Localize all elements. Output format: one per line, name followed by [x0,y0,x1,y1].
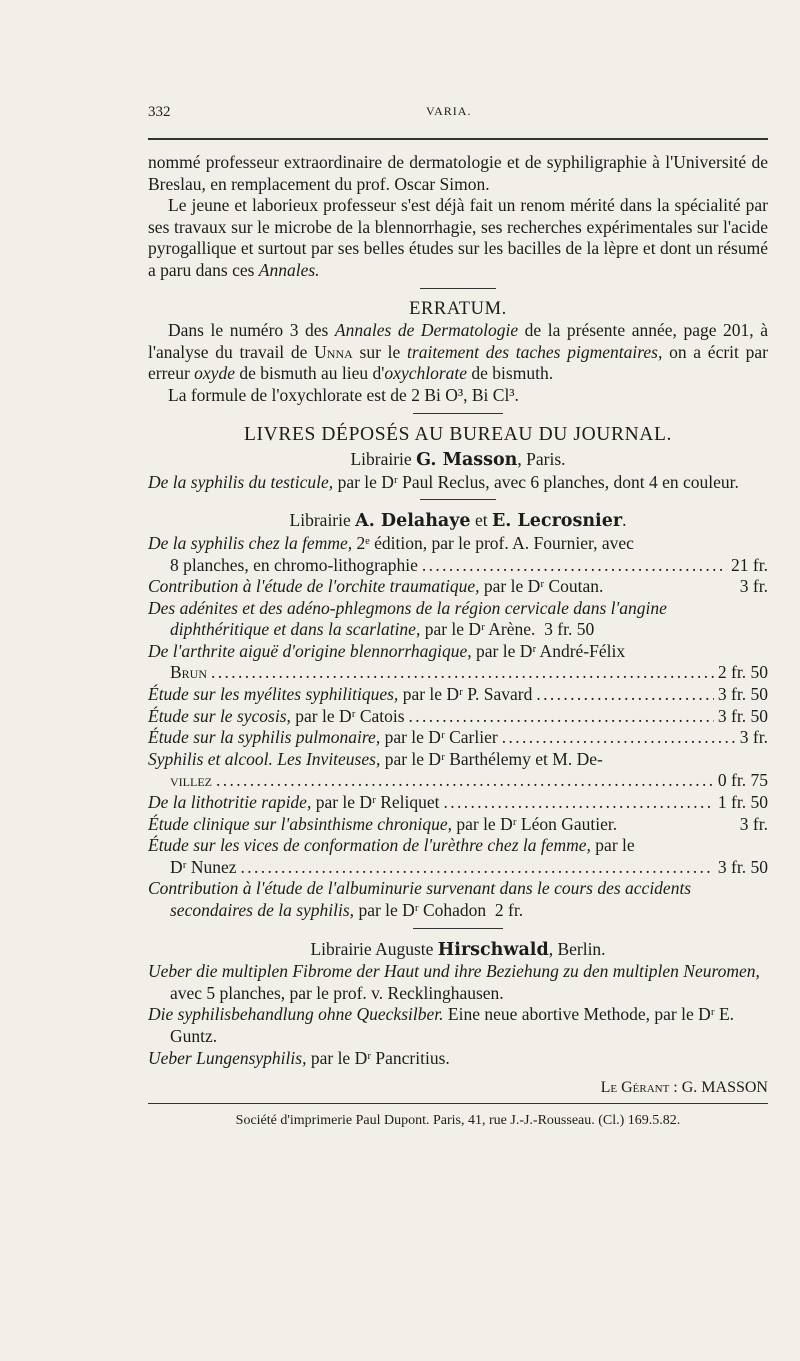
publisher-hirschwald: Librairie Auguste Hirschwald, Berlin. [310,938,606,960]
book-entry: De la syphilis du testicule, par le Dʳ Paul Reclus, avec 6 planches, dont 4 en couleur. [148,471,739,492]
header-rule [148,138,768,140]
publisher-masson: Librairie G. Masson, Paris. [350,449,566,471]
book-entry: Contribution à l'étude de l'orchite traumatique, par le Dʳ Coutan. 3 fr. [148,576,768,597]
page-body [148,152,768,1131]
book-entry: Ueber Lungensyphilis, par le Dʳ Pancritius. [148,1047,450,1068]
page-number: 332 [148,104,171,120]
book-entry: Étude sur les myélites syphilitiques, par le Dʳ P. Savard . . . 3 fr. 50 [148,684,768,706]
book-entry: De la lithotritie rapide, par le Dʳ Reliquet . . . 1 fr. 50 [148,792,768,814]
intro-paragraph-2: Le jeune et laborieux professeur s'est déjà fait un renom mérité dans la spécialité par ses travaux sur le microbe de la blennorrhagie, ses recherches expérimentales sur l'acide pyrogallique et surtout par ses belles études sur les bacilles de la lèpre et dont un résumé a paru dans ces Annales. [148,195,768,280]
section-divider [420,499,496,500]
book-entry: Ueber die multiplen Fibrome der Haut und ihre Beziehung zu den multiplen Neuromen, avec 5 planches, par le prof. v. Recklinghausen. [148,961,760,1003]
book-entry-price-line: Dʳ Nunez . . . 3 fr. 50 [148,857,768,879]
erratum-formula: La formule de l'oxychlorate est de 2 Bi O³, Bi Cl³. [168,384,519,405]
books-heading: LIVRES DÉPOSÉS AU BUREAU DU JOURNAL. [244,423,672,445]
gerant-signature: Le Gérant : G. MASSON [600,1079,768,1097]
book-entry: Étude sur les vices de conformation de l'urèthre chez la femme, par le [148,835,635,856]
section-divider [413,928,503,929]
printer-imprint: Société d'imprimerie Paul Dupont. Paris, 41, rue J.-J.-Rousseau. (Cl.) 169.5.82. [235,1112,681,1128]
book-entry: Étude clinique sur l'absinthisme chronique, par le Dʳ Léon Gautier. 3 fr. [148,813,768,834]
footer-rule [148,1103,768,1104]
erratum-heading: ERRATUM. [409,298,507,319]
publisher-delahaye: Librairie A. Delahaye et E. Lecrosnier. [289,510,627,532]
book-entry: Contribution à l'étude de l'albuminurie survenant dans le cours des accidents secondaires de la syphilis, par le Dʳ Cohadon 2 fr. [148,878,692,920]
intro-paragraph-1: nommé professeur extraordinaire de dermatologie et de syphiligraphie à l'Université de Breslau, en remplacement du prof. Oscar Simon. [148,152,768,194]
section-divider [420,288,496,289]
book-entry: Des adénites et des adéno-phlegmons de la région cervicale dans l'angine diphthéritique et dans la scarlatine, par le Dʳ Arène. 3 fr. 50 [148,597,667,640]
book-entry-price-line: 8 planches, en chromo-lithographie . . . 21 fr. [148,555,768,577]
book-entry: De la syphilis chez la femme, 2ᵉ édition, par le prof. A. Fournier, avec [148,532,634,553]
erratum-text: Dans le numéro 3 des Annales de Dermatologie de la présente année, page 201, à l'analyse du travail de Unna sur le traitement des taches pigmentaires, on a écrit par erreur oxyde de bismuth au lieu d'oxychlorate de bismuth. [148,320,768,384]
book-entry-price-line: villez . . . 0 fr. 75 [148,770,768,792]
running-title: VARIA. [426,104,472,118]
book-entry: Syphilis et alcool. Les Inviteuses, par le Dʳ Barthélemy et M. De- [148,748,603,769]
book-entry: Die syphilisbehandlung ohne Quecksilber. Eine neue abortive Methode, par le Dʳ E. Guntz. [148,1004,735,1046]
running-header [148,104,768,124]
book-entry: Étude sur le sycosis, par le Dʳ Catois . . . 3 fr. 50 [148,706,768,728]
book-entry-price-line: Brun . . . 2 fr. 50 [148,662,768,684]
book-entry: De l'arthrite aiguë d'origine blennorrhagique, par le Dʳ André-Félix [148,640,626,661]
section-divider [413,413,503,414]
book-entry: Étude sur la syphilis pulmonaire, par le Dʳ Carlier . . . 3 fr. [148,727,768,749]
